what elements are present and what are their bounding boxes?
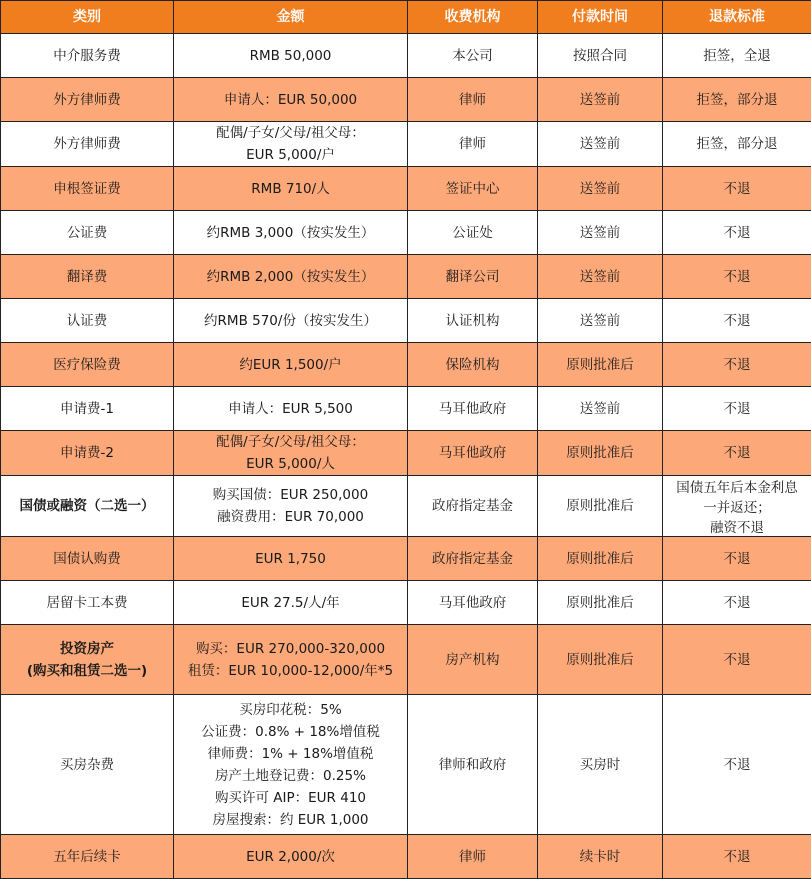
cell-category: 国债或融资（二选一）	[1, 476, 174, 537]
cell-category: 中介服务费	[1, 34, 174, 78]
cell-payee: 公证处	[408, 211, 538, 255]
table-row	[1, 167, 811, 211]
cell-payee: 房产机构	[408, 625, 538, 695]
cell-refund: 国债五年后本金利息 一并返还； 融资不退	[663, 476, 811, 537]
cell-category: 投资房产 (购买和租赁二选一)	[1, 625, 174, 695]
cell-category: 申请费-1	[1, 387, 174, 431]
table-row	[1, 122, 811, 167]
cell-payment-time: 送签前	[538, 78, 663, 122]
cell-payment-time: 续卡时	[538, 835, 663, 879]
cell-payment-time: 原则批准后	[538, 476, 663, 537]
cell-payee: 保险机构	[408, 343, 538, 387]
cell-refund: 不退	[663, 255, 811, 299]
cell-amount: 约RMB 570/份（按实发生）	[174, 299, 408, 343]
cell-payment-time: 原则批准后	[538, 625, 663, 695]
cell-category: 居留卡工本费	[1, 581, 174, 625]
cell-refund: 拒签，部分退	[663, 122, 811, 167]
cell-payment-time: 送签前	[538, 211, 663, 255]
cell-payee: 政府指定基金	[408, 537, 538, 581]
cell-category: 认证费	[1, 299, 174, 343]
cell-payment-time: 原则批准后	[538, 343, 663, 387]
cell-refund: 不退	[663, 211, 811, 255]
cell-category: 外方律师费	[1, 122, 174, 167]
cell-payee: 马耳他政府	[408, 387, 538, 431]
cell-payment-time: 买房时	[538, 695, 663, 835]
cell-amount: RMB 710/人	[174, 167, 408, 211]
cell-refund: 不退	[663, 695, 811, 835]
cell-payment-time: 按照合同	[538, 34, 663, 78]
cell-category: 五年后续卡	[1, 835, 174, 879]
header-refund-policy: 退款标准	[663, 1, 811, 34]
table-row	[1, 34, 811, 78]
cell-amount: 约RMB 2,000（按实发生）	[174, 255, 408, 299]
cell-category: 公证费	[1, 211, 174, 255]
cell-payment-time: 送签前	[538, 167, 663, 211]
cell-refund: 不退	[663, 431, 811, 476]
table-row	[1, 299, 811, 343]
cell-payee: 律师	[408, 122, 538, 167]
cell-payment-time: 原则批准后	[538, 537, 663, 581]
cell-amount: 买房印花税：5% 公证费：0.8% + 18%增值税 律师费：1% + 18%增值税 房产土地登记费：0.25% 购买许可 AIP：EUR 410 房屋搜索：约 EUR 1,000	[174, 695, 408, 835]
cell-payee: 律师和政府	[408, 695, 538, 835]
cell-refund: 拒签，全退	[663, 34, 811, 78]
cell-payment-time: 送签前	[538, 255, 663, 299]
cell-amount: 配偶/子女/父母/祖父母： EUR 5,000/人	[174, 431, 408, 476]
cell-payee: 律师	[408, 835, 538, 879]
table-row	[1, 476, 811, 537]
table-row	[1, 581, 811, 625]
cell-refund: 拒签，部分退	[663, 78, 811, 122]
cell-amount: 配偶/子女/父母/祖父母： EUR 5,000/户	[174, 122, 408, 167]
cell-category: 外方律师费	[1, 78, 174, 122]
cell-payment-time: 送签前	[538, 122, 663, 167]
cell-refund: 不退	[663, 299, 811, 343]
cell-refund: 不退	[663, 625, 811, 695]
header-payment-time: 付款时间	[538, 1, 663, 34]
cell-payee: 马耳他政府	[408, 431, 538, 476]
cell-category: 国债认购费	[1, 537, 174, 581]
header-payee: 收费机构	[408, 1, 538, 34]
cell-amount: 购买国债：EUR 250,000 融资费用：EUR 70,000	[174, 476, 408, 537]
cell-category: 申根签证费	[1, 167, 174, 211]
cell-category: 翻译费	[1, 255, 174, 299]
table-row	[1, 387, 811, 431]
header-category: 类别	[1, 1, 174, 34]
cell-amount: 申请人：EUR 50,000	[174, 78, 408, 122]
cell-refund: 不退	[663, 387, 811, 431]
cell-payee: 认证机构	[408, 299, 538, 343]
table-row	[1, 255, 811, 299]
cell-refund: 不退	[663, 835, 811, 879]
table-row	[1, 695, 811, 835]
cell-category: 申请费-2	[1, 431, 174, 476]
cell-payment-time: 送签前	[538, 299, 663, 343]
cell-payment-time: 原则批准后	[538, 581, 663, 625]
cell-amount: 约EUR 1,500/户	[174, 343, 408, 387]
cell-refund: 不退	[663, 167, 811, 211]
table-row	[1, 835, 811, 879]
cell-payee: 签证中心	[408, 167, 538, 211]
cell-amount: EUR 27.5/人/年	[174, 581, 408, 625]
table-row	[1, 78, 811, 122]
table-row	[1, 537, 811, 581]
cell-category: 医疗保险费	[1, 343, 174, 387]
table-row	[1, 343, 811, 387]
cell-payee: 马耳他政府	[408, 581, 538, 625]
cell-payee: 政府指定基金	[408, 476, 538, 537]
cell-payee: 翻译公司	[408, 255, 538, 299]
cell-amount: 购买：EUR 270,000-320,000 租赁：EUR 10,000-12,000/年*5	[174, 625, 408, 695]
cell-category: 买房杂费	[1, 695, 174, 835]
cell-payee: 本公司	[408, 34, 538, 78]
cell-payment-time: 送签前	[538, 387, 663, 431]
cell-payee: 律师	[408, 78, 538, 122]
cell-refund: 不退	[663, 537, 811, 581]
table-header-row	[1, 1, 811, 34]
cell-refund: 不退	[663, 581, 811, 625]
cell-payment-time: 原则批准后	[538, 431, 663, 476]
cell-amount: EUR 2,000/次	[174, 835, 408, 879]
table-row	[1, 431, 811, 476]
cell-amount: RMB 50,000	[174, 34, 408, 78]
cell-refund: 不退	[663, 343, 811, 387]
table-row	[1, 211, 811, 255]
table-row	[1, 625, 811, 695]
cell-amount: 约RMB 3,000（按实发生）	[174, 211, 408, 255]
header-amount: 金额	[174, 1, 408, 34]
cell-amount: 申请人：EUR 5,500	[174, 387, 408, 431]
cell-amount: EUR 1,750	[174, 537, 408, 581]
